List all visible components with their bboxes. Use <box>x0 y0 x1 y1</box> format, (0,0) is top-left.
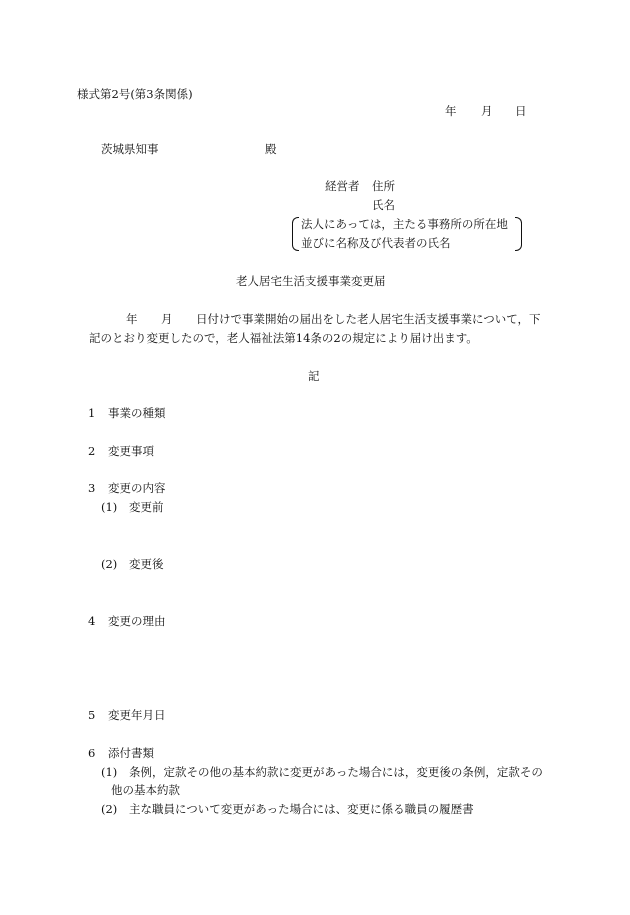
item-6-sub-1-line1: 条例，定款その他の基本約款に変更があった場合には，変更後の条例，定款その <box>129 765 543 779</box>
item-1-label: 事業の種類 <box>108 406 166 420</box>
item-6-sub-2-number: (2) <box>101 802 118 816</box>
item-6-label: 添付書類 <box>108 746 154 760</box>
item-4-number: 4 <box>88 614 96 628</box>
date-year-label: 年 <box>445 104 457 118</box>
date-month-label: 月 <box>481 104 493 118</box>
note-bracket-left <box>292 217 299 251</box>
item-4-label: 変更の理由 <box>108 614 166 628</box>
item-3-sub-2-number: (2) <box>101 557 118 571</box>
item-3-sub-1-number: (1) <box>101 500 118 514</box>
item-5-label: 変更年月日 <box>108 708 166 722</box>
note-bracket-right <box>515 217 522 251</box>
document-title: 老人居宅生活支援事業変更届 <box>236 274 386 288</box>
item-6-sub-1-line2: 他の基本約款 <box>111 783 180 797</box>
applicant-role: 経営者 <box>325 179 360 193</box>
item-3-sub-2-label: 変更後 <box>129 557 164 571</box>
form-number: 様式第2号(第3条関係) <box>77 87 193 101</box>
item-2-label: 変更事項 <box>108 444 154 458</box>
item-3-label: 変更の内容 <box>108 481 166 495</box>
applicant-note-line2: 並びに名称及び代表者の氏名 <box>301 236 451 250</box>
item-6-sub-2-line1: 主な職員について変更があった場合には、変更に係る職員の履歴書 <box>129 802 474 816</box>
applicant-address-label: 住所 <box>372 179 395 193</box>
body-month-label: 月 <box>161 312 173 326</box>
item-5-number: 5 <box>88 708 96 722</box>
applicant-note-line1: 法人にあっては，主たる事務所の所在地 <box>301 217 508 231</box>
item-3-number: 3 <box>88 481 96 495</box>
date-day-label: 日 <box>515 104 527 118</box>
body-year-label: 年 <box>126 312 138 326</box>
item-6-sub-1-number: (1) <box>101 765 118 779</box>
addressee-honorific: 殿 <box>265 142 277 156</box>
item-1-number: 1 <box>88 406 96 420</box>
item-2-number: 2 <box>88 444 96 458</box>
ki-heading: 記 <box>308 369 320 383</box>
body-line2-text: 記のとおり変更したので，老人福祉法第14条の2の規定により届け出ます。 <box>89 331 478 345</box>
body-line1-text: 日付けで事業開始の届出をした老人居宅生活支援事業について，下 <box>196 312 541 326</box>
applicant-name-label: 氏名 <box>372 198 395 212</box>
item-3-sub-1-label: 変更前 <box>129 500 164 514</box>
item-6-number: 6 <box>88 746 96 760</box>
addressee-name: 茨城県知事 <box>101 142 159 156</box>
